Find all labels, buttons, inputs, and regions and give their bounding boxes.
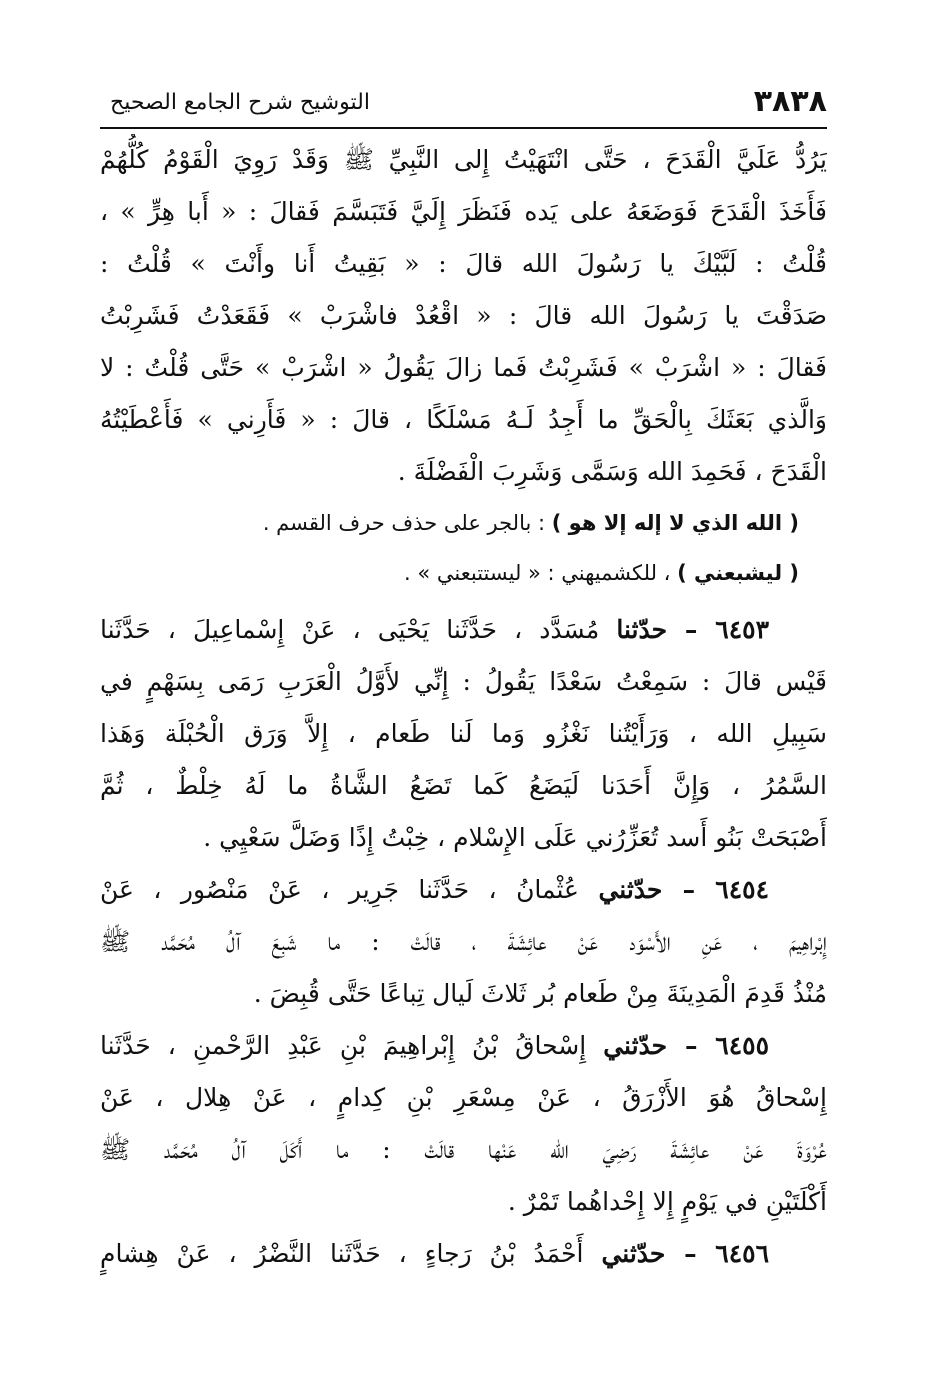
page-body [100, 134, 827, 1280]
hadith-first-line [100, 1020, 827, 1072]
text-line: صَدَقْتَ يا رَسُولَ الله قالَ : « اقْعُدْ فاشْرَبْ » فَقَعَدْتُ فَشَرِبْتُ [100, 301, 827, 330]
hadith-first-line [100, 1228, 827, 1280]
hadith-lead: – حدّثنا [616, 615, 716, 644]
note-text: : بالجر على حذف حرف القسم . [262, 511, 552, 535]
text-line: أَصْبَحَتْ بَنُو أَسد تُعَزِّرُني عَلَى الإِسْلام ، خِبْتُ إِذًا وَضَلَّ سَعْيِي . [203, 823, 827, 852]
text-line: سَبِيلِ الله ، وَرَأَيْتُنا نَغْزُو وَما لَنا طَعام ، إِلاَّ وَرَق الْحُبْلَة وَهَذا [100, 719, 827, 748]
text-line: أَكْلَتَيْنِ في يَوْمٍ إِلا إِحْداهُما تَمْرٌ . [507, 1187, 827, 1216]
text-line: إِسْحاقُ هُوَ الأَزْرَقُ ، عَنْ مِسْعَرِ بْنِ كِدامٍ ، عَنْ هِلال ، عَنْ [100, 1083, 827, 1112]
running-title: التوشيح شرح الجامع الصحيح [110, 90, 370, 115]
commentary-note [100, 498, 827, 548]
text-line: وَالَّذي بَعَثَكَ بِالْحَقِّ ما أَجِدُ لَـهُ مَسْلَكًا ، قالَ : « فَأَرِني » فَأَعْطَيْتُهُ [100, 405, 827, 434]
text-line: عُرْوَةَ عَنْ عائِشَةَ رَضِيَ الله عَنْها قالَتْ : ما أَكَلَ آلُ مُحَمَّد ﷺ [100, 1135, 827, 1164]
text-line: السَّمُرُ ، وَإِنَّ أَحَدَنا لَيَضَعُ كَما تَضَعُ الشَّاةُ ما لَهُ خِلْطٌ ، ثُمَّ [100, 771, 827, 800]
text-line: الْقَدَحَ ، فَحَمِدَ الله وَسَمَّى وَشَرِبَ الْفَضْلَةَ . [397, 457, 827, 486]
text-line: قَيْس قالَ : سَمِعْتُ سَعْدًا يَقُولُ : إِنِّي لأَوَّلُ الْعَرَبِ رَمَى بِسَهْمٍ في [100, 667, 827, 696]
hadith-number: ٦٤٥٤ [715, 875, 770, 904]
hadith-lead: – حدّثني [598, 875, 716, 904]
hadith-first-line [100, 864, 827, 916]
page-header [100, 80, 827, 130]
hadith-number: ٦٤٥٣ [715, 615, 769, 644]
hadith-lead: – حدّثني [603, 1031, 716, 1060]
hadith-text: أَحْمَدُ بْنُ رَجاءٍ ، حَدَّثَنا النَّضْرُ ، عَنْ هِشامٍ [100, 1239, 602, 1268]
hadith-text: مُسَدَّد ، حَدَّثَنا يَحْيَى ، عَنْ إِسْماعِيلَ ، حَدَّثَنا [100, 615, 617, 644]
text-line: قُلْتُ : لَبَّيْكَ يا رَسُولَ الله قالَ : « بَقِيتُ أَنا وأَنْتَ » قُلْتُ : [100, 249, 827, 278]
text-line: فَأَخَذَ الْقَدَحَ فَوَضَعَهُ على يَده فَنَظَرَ إِلَيَّ فَتَبَسَّمَ فَقالَ : « أَبا هِرٍّ » ، [100, 197, 827, 226]
page-number: ٣٨٣٨ [753, 84, 827, 119]
text-line: إِبْراهِيمَ ، عَنِ الأَسْوَد عَنْ عائِشَةَ ، قالَتْ : ما شَبِعَ آلُ مُحَمَّد ﷺ [100, 927, 827, 956]
hadith-number: ٦٤٥٦ [715, 1239, 770, 1268]
commentary-note [100, 548, 827, 598]
hadith-first-line [100, 604, 827, 656]
note-term: ( ليشبعني ) [677, 561, 799, 585]
hadith-number: ٦٤٥٥ [715, 1031, 770, 1060]
text-line: يَرُدُّ عَلَيَّ الْقَدَحَ ، حَتَّى انْتَهَيْتُ إِلى النَّبِيِّ ﷺ وَقَدْ رَوِيَ الْقَوْمُ كُلُّهُمْ [100, 145, 827, 174]
text-line: فَقالَ : « اشْرَبْ » فَشَرِبْتُ فَما زالَ يَقُولُ « اشْرَبْ » حَتَّى قُلْتُ : لا [100, 353, 827, 382]
text-line: مُنْذُ قَدِمَ الْمَدِينَةَ مِنْ طَعام بُر ثَلاثَ لَيال تِباعًا حَتَّى قُبِضَ . [253, 979, 827, 1008]
note-text: ، للكشميهني : « ليستتبعني » . [404, 561, 678, 585]
hadith-text: عُثْمانُ ، حَدَّثَنا جَرِير ، عَنْ مَنْصُور ، عَنْ [100, 875, 599, 904]
note-term: ( الله الذي لا إله إلا هو ) [551, 511, 799, 535]
hadith-lead: – حدّثني [601, 1239, 716, 1268]
header-divider [100, 127, 827, 129]
hadith-text: إِسْحاقُ بْنُ إِبْراهِيمَ بْنِ عَبْدِ الرَّحْمنِ ، حَدَّثَنا [100, 1031, 604, 1060]
